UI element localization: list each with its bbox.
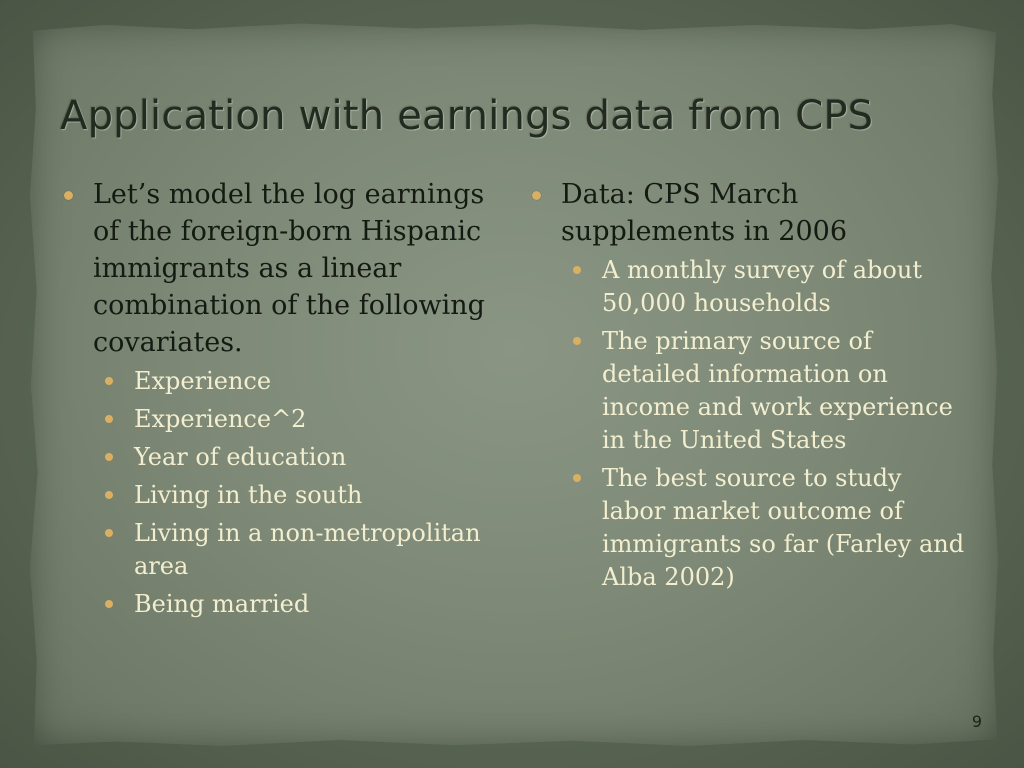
list-item-text: A monthly survey of about 50,000 households [602,256,922,317]
list-item-text: The best source to study labor market outcome of immigrants so far (Farley and Alba 2002) [602,464,965,591]
list-item [104,403,492,436]
bullet-icon [105,529,113,537]
list-item [572,254,970,320]
left-main-text: Let’s model the log earnings of the foreign-born Hispanic immigrants as a linear combination of the following covariates. [93,179,485,358]
list-item-text: The primary source of detailed information on income and work experience in the United States [602,327,953,454]
bullet-icon [573,266,581,274]
left-sublist [62,365,492,621]
right-column [530,176,970,599]
left-main-bullet [62,176,492,361]
left-column [62,176,492,626]
list-item [104,441,492,474]
list-item-text: Being married [134,590,310,618]
bullet-icon [532,191,541,200]
bullet-icon [105,377,113,385]
list-item-text: Experience^2 [134,405,307,433]
list-item-text: Experience [134,367,272,395]
list-item [572,325,970,457]
bullet-icon [573,474,581,482]
bullet-icon [105,600,113,608]
right-main-text: Data: CPS March supplements in 2006 [561,179,848,247]
list-item-text: Living in the south [134,481,363,509]
list-item [104,517,492,583]
bullet-icon [105,453,113,461]
list-item [104,365,492,398]
list-item [572,462,970,594]
list-item [104,588,492,621]
right-sublist [530,254,970,594]
bullet-icon [105,415,113,423]
list-item-text: Living in a non-metropolitan area [134,519,481,580]
page-number: 9 [971,712,982,731]
slide-title: Application with earnings data from CPS [60,93,874,139]
bullet-icon [573,337,581,345]
bullet-icon [64,191,73,200]
right-main-bullet [530,176,970,250]
list-item-text: Year of education [134,443,347,471]
list-item [104,479,492,512]
bullet-icon [105,491,113,499]
